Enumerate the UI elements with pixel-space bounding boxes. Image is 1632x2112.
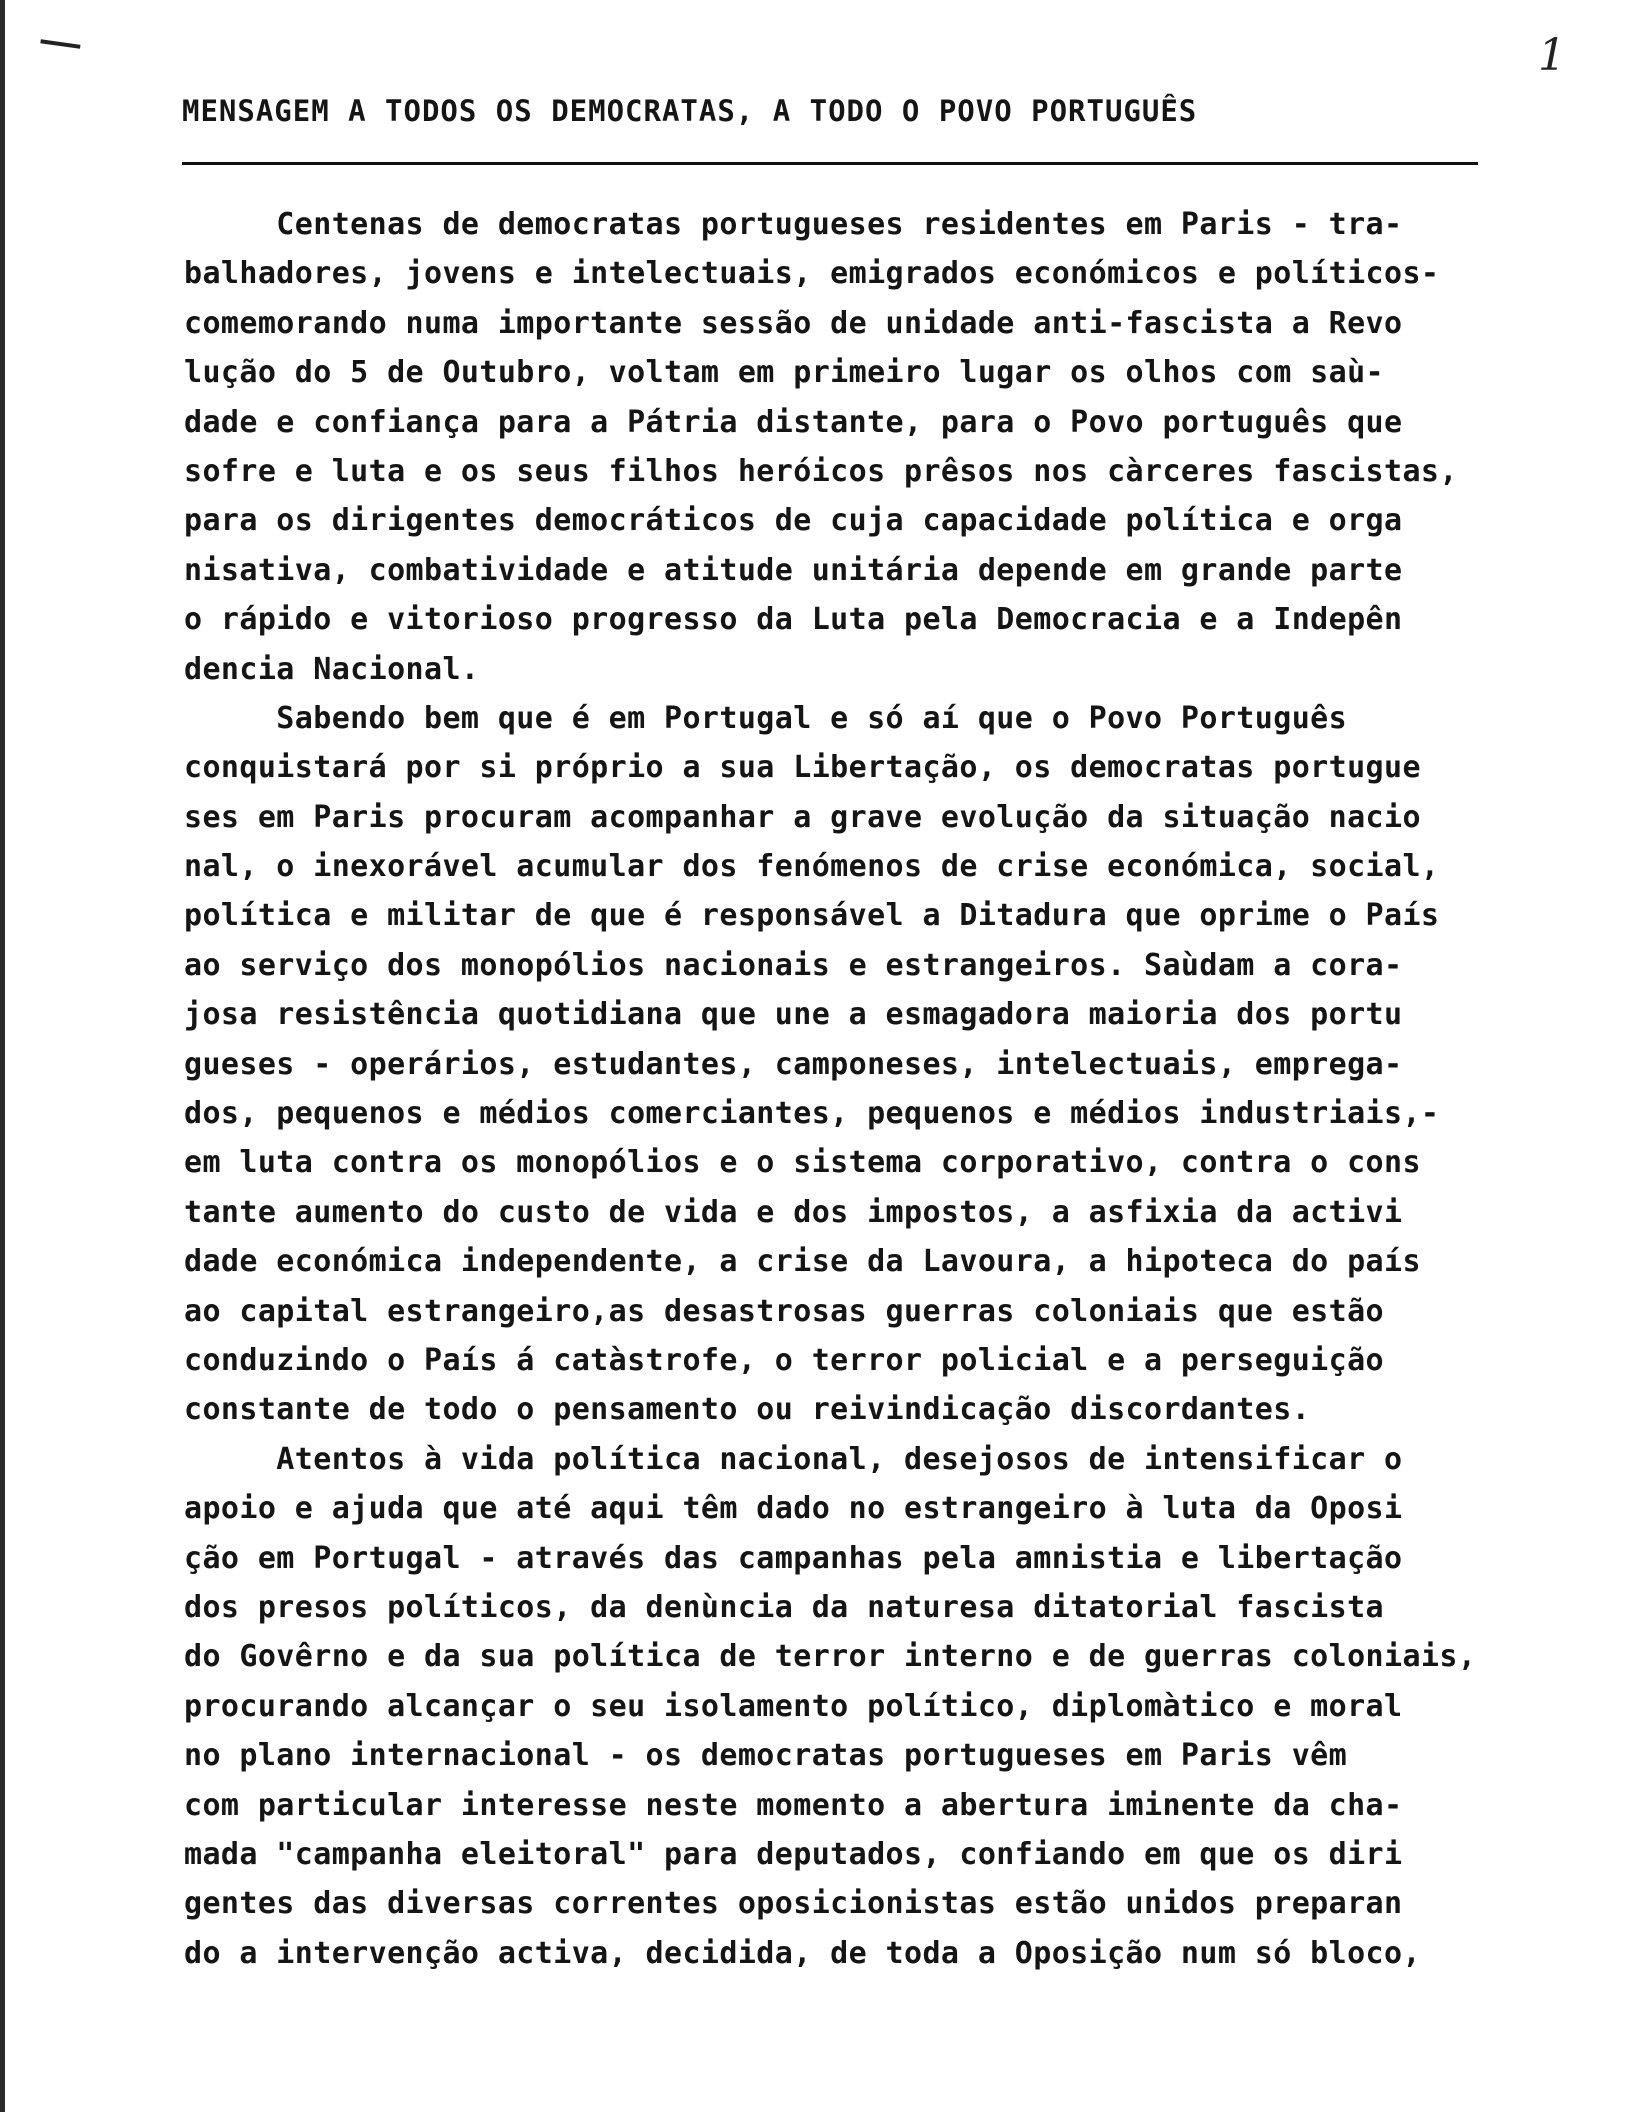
text-line: tante aumento do custo de vida e dos impostos, a asfixia da activi bbox=[184, 1194, 1403, 1230]
text-line: política e militar de que é responsável a Ditadura que oprime o País bbox=[184, 898, 1440, 934]
text-line: em luta contra os monopólios e o sistema corporativo, contra o cons bbox=[184, 1145, 1421, 1181]
text-line: ao serviço dos monopólios nacionais e estrangeiros. Saùdam a cora- bbox=[184, 947, 1403, 983]
text-line: constante de todo o pensamento ou reivindicação discordantes. bbox=[184, 1392, 1311, 1428]
text-line: dade e confiança para a Pátria distante, para o Povo português que bbox=[184, 404, 1403, 440]
text-line: Sabendo bem que é em Portugal e só aí que o Povo Português bbox=[184, 700, 1348, 736]
text-line: com particular interesse neste momento a abertura iminente da cha- bbox=[184, 1787, 1403, 1823]
text-line: do a intervenção activa, decidida, de toda a Oposição num só bloco, bbox=[184, 1935, 1421, 1971]
binding-edge bbox=[0, 0, 5, 2112]
text-line: nal, o inexorável acumular dos fenómenos de crise económica, social, bbox=[184, 849, 1440, 885]
text-line: dade económica independente, a crise da Lavoura, a hipoteca do país bbox=[184, 1244, 1421, 1280]
ink-mark bbox=[39, 39, 80, 54]
text-line: gueses - operários, estudantes, camponeses, intelectuais, emprega- bbox=[184, 1046, 1403, 1082]
text-line: Atentos à vida política nacional, desejosos de intensificar o bbox=[184, 1441, 1403, 1477]
text-line: ses em Paris procuram acompanhar a grave evolução da situação nacio bbox=[184, 799, 1421, 835]
text-line: procurando alcançar o seu isolamento político, diplomàtico e moral bbox=[184, 1688, 1403, 1724]
text-line: josa resistência quotidiana que une a esmagadora maioria dos portu bbox=[184, 997, 1403, 1033]
text-line: no plano internacional - os democratas portugueses em Paris vêm bbox=[184, 1738, 1348, 1774]
text-line: dos, pequenos e médios comerciantes, pequenos e médios industriais,- bbox=[184, 1096, 1440, 1132]
page-number: 1 bbox=[1538, 30, 1566, 81]
text-line: conquistará por si próprio a sua Libertação, os democratas portugue bbox=[184, 750, 1421, 786]
text-line: o rápido e vitorioso progresso da Luta pela Democracia e a Indepên bbox=[184, 602, 1403, 638]
text-line: para os dirigentes democráticos de cuja capacidade política e orga bbox=[184, 503, 1403, 539]
text-line: apoio e ajuda que até aqui têm dado no estrangeiro à luta da Oposi bbox=[184, 1491, 1403, 1527]
text-line: do Govêrno e da sua política de terror interno e de guerras coloniais, bbox=[184, 1639, 1477, 1675]
text-line: sofre e luta e os seus filhos heróicos prêsos nos càrceres fascistas, bbox=[184, 453, 1458, 489]
text-line: mada "campanha eleitoral" para deputados, confiando em que os diri bbox=[184, 1836, 1403, 1872]
text-line: nisativa, combatividade e atitude unitária depende em grande parte bbox=[184, 552, 1403, 588]
text-line: ção em Portugal - através das campanhas pela amnistia e libertação bbox=[184, 1540, 1403, 1576]
text-line: lução do 5 de Outubro, voltam em primeiro lugar os olhos com saù- bbox=[184, 355, 1384, 391]
text-line: comemorando numa importante sessão de unidade anti-fascista a Revo bbox=[184, 305, 1403, 341]
document-title: MENSAGEM A TODOS OS DEMOCRATAS, A TODO O POVO PORTUGUÊS bbox=[182, 94, 1198, 128]
text-line: ao capital estrangeiro,as desastrosas guerras coloniais que estão bbox=[184, 1293, 1384, 1329]
text-line: gentes das diversas correntes oposicionistas estão unidos preparan bbox=[184, 1886, 1403, 1922]
text-line: Centenas de democratas portugueses residentes em Paris - tra- bbox=[184, 207, 1403, 242]
text-line: dencia Nacional. bbox=[184, 651, 480, 687]
text-line: balhadores, jovens e intelectuais, emigrados económicos e políticos- bbox=[184, 256, 1440, 292]
title-underline bbox=[182, 162, 1478, 165]
text-line: dos presos políticos, da denùncia da naturesa ditatorial fascista bbox=[184, 1589, 1384, 1625]
body-text bbox=[184, 200, 1584, 1978]
text-line: conduzindo o País á catàstrofe, o terror policial e a perseguição bbox=[184, 1342, 1384, 1378]
